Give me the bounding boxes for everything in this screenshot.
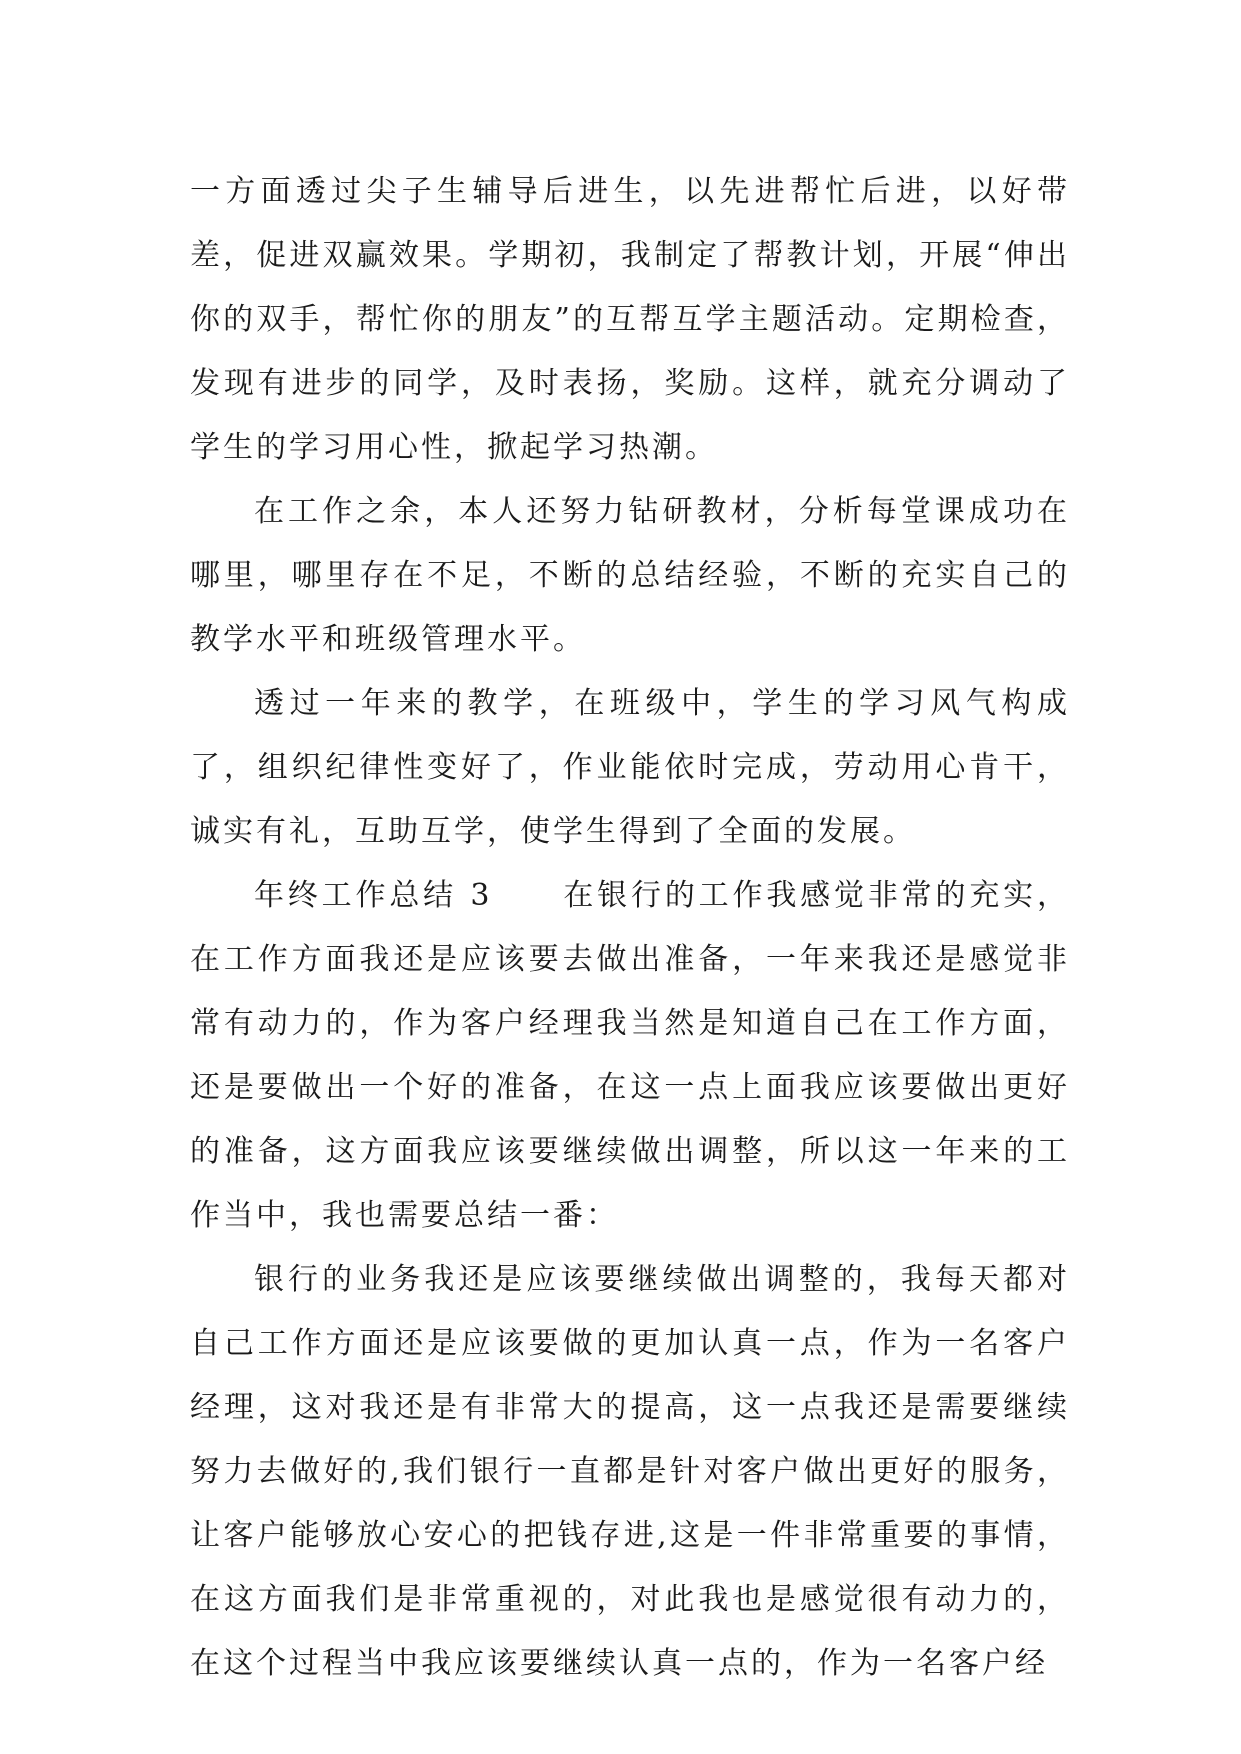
paragraph-3: 透过一年来的教学，在班级中，学生的学习风气构成了，组织纪律性变好了，作业能依时完成，劳动用心肯干，诚实有礼，互助互学，使学生得到了全面的发展。 — [190, 686, 1070, 849]
document-body — [190, 160, 1070, 1696]
section-3-text: 在银行的工作我感觉非常的充实，在工作方面我还是应该要去做出准备，一年来我还是感觉非常有动力的，作为客户经理我当然是知道自己在工作方面，还是要做出一个好的准备，在这一点上面我应该要做出更好的准备，这方面我应该要继续做出调整，所以这一年来的工作当中，我也需要总结一番： — [190, 878, 1071, 1233]
paragraph-5: 银行的业务我还是应该要继续做出调整的，我每天都对自己工作方面还是应该要做的更加认真一点，作为一名客户经理，这对我还是有非常大的提高，这一点我还是需要继续努力去做好的,我们银行一直都是针对客户做出更好的服务，让客户能够放心安心的把钱存进,这是一件非常重要的事情，在这方面我们是非常重视的，对此我也是感觉很有动力的，在这个过程当中我应该要继续认真一点的，作为一名客户经 — [190, 1262, 1070, 1681]
section-3-paragraph — [190, 864, 1070, 1248]
paragraph-2: 在工作之余，本人还努力钻研教材，分析每堂课成功在哪里，哪里存在不足，不断的总结经验，不断的充实自己的教学水平和班级管理水平。 — [190, 494, 1070, 657]
section-3-heading: 年终工作总结 3 — [254, 878, 493, 913]
paragraph-1: 一方面透过尖子生辅导后进生，以先进帮忙后进，以好带差，促进双赢效果。学期初，我制定了帮教计划，开展“伸出你的双手，帮忙你的朋友”的互帮互学主题活动。定期检查，发现有进步的同学，及时表扬，奖励。这样，就充分调动了学生的学习用心性，掀起学习热潮。 — [190, 174, 1070, 465]
